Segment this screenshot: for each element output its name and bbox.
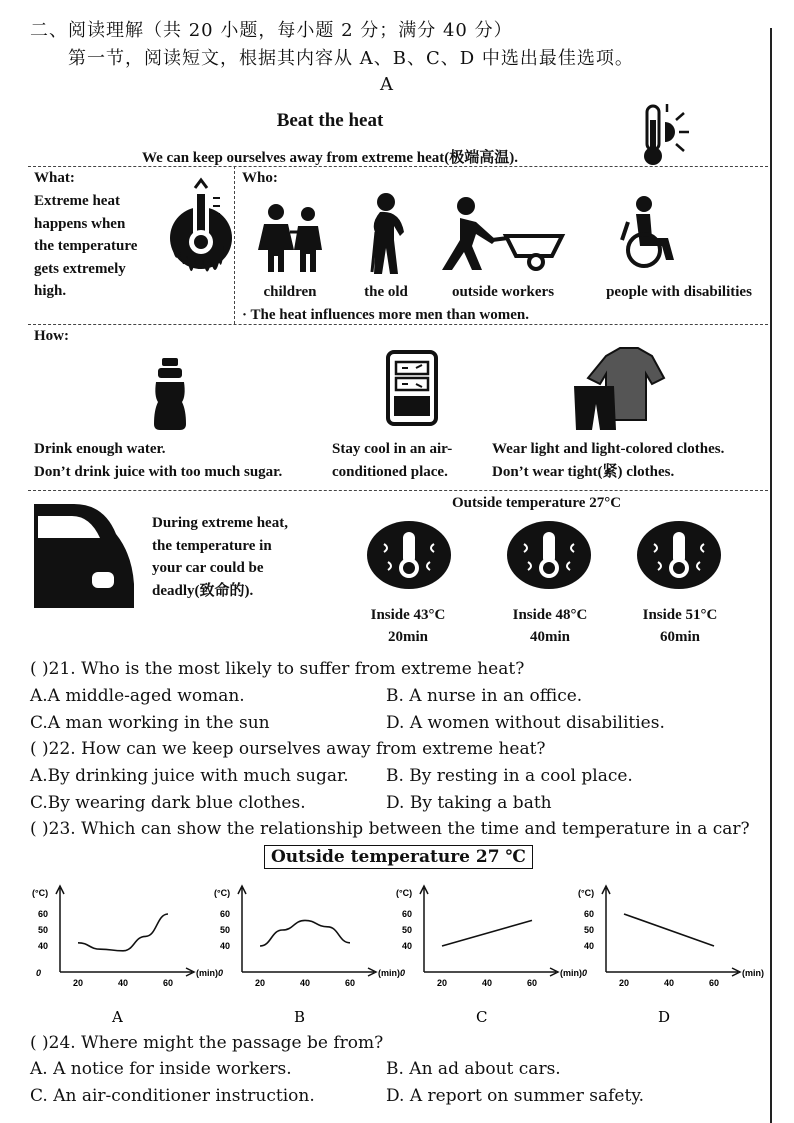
car-line: During extreme heat,	[152, 515, 288, 531]
poster-subtitle: We can keep ourselves away from extreme heat(极端高温).	[141, 150, 519, 166]
question-22: ( )22. How can we keep ourselves away from extreme heat?	[30, 739, 546, 759]
q24-option-d: D. A report on summer safety.	[386, 1086, 645, 1106]
who-label: Who:	[242, 170, 278, 186]
chart-option-label: B	[294, 1008, 306, 1026]
reading-inside: Inside 51°C	[642, 607, 718, 623]
car-reading	[620, 604, 740, 648]
y-tick-label: 50	[584, 925, 595, 935]
reading-time: 60min	[659, 629, 700, 645]
clothes-icon	[568, 346, 668, 432]
q23-charts	[20, 880, 764, 1030]
outside-temperature-label: Outside temperature 27°C	[452, 495, 622, 511]
who-children: children	[263, 284, 317, 300]
tip-water	[34, 438, 282, 483]
chart-option-label: D	[658, 1008, 671, 1026]
melting-thermometer-icon	[168, 176, 234, 288]
q22-option-a: A.By drinking juice with much sugar.	[30, 766, 349, 786]
tip-line: conditioned place.	[332, 463, 448, 480]
x-axis-label: (min)	[560, 968, 582, 978]
q24-option-c: C. An air-conditioner instruction.	[30, 1086, 315, 1106]
y-axis-label: (°C)	[214, 888, 231, 898]
x-tick-label: 40	[300, 978, 311, 988]
reading-time: 20min	[387, 629, 428, 645]
q23-chart-title: Outside temperature 27 ℃	[264, 845, 533, 869]
x-axis-label: (min)	[196, 968, 218, 978]
q21-option-c: C.A man working in the sun	[30, 713, 270, 733]
tip-line: Don’t drink juice with too much sugar.	[34, 463, 283, 480]
hot-thermometer-icon	[506, 520, 592, 590]
car-reading	[348, 604, 468, 648]
wheelchair-user-icon	[618, 196, 680, 272]
elderly-person-icon	[366, 192, 422, 274]
what-line: gets extremely	[34, 260, 126, 277]
x-tick-label: 20	[619, 978, 630, 988]
page-border-line	[770, 28, 772, 1123]
x-tick-label: 60	[527, 978, 538, 988]
q22-option-c: C.By wearing dark blue clothes.	[30, 793, 306, 813]
q22-option-d: D. By taking a bath	[386, 793, 552, 813]
car-line: the temperature in	[152, 537, 272, 554]
what-line: high.	[34, 283, 67, 299]
x-axis-label: (min)	[742, 968, 764, 978]
chart-option-label: A	[112, 1008, 123, 1026]
q24-option-a: A. A notice for inside workers.	[30, 1059, 292, 1079]
tip-clothes	[492, 438, 724, 483]
divider	[234, 166, 235, 324]
x-tick-label: 60	[163, 978, 174, 988]
who-disabilities: people with disabilities	[606, 284, 752, 300]
y-tick-label: 60	[38, 909, 49, 919]
section-instructions: 第一节，阅读短文，根据其内容从 A、B、C、D 中选出最佳选项。	[68, 48, 634, 69]
children-icon	[256, 202, 330, 274]
outside-worker-icon	[436, 196, 570, 272]
y-tick-label: 40	[584, 941, 595, 951]
car-text	[152, 512, 288, 602]
series-line	[442, 920, 532, 946]
reading-time: 40min	[529, 629, 570, 645]
y-tick-label: 60	[402, 909, 413, 919]
reading-inside: Inside 48°C	[512, 607, 588, 623]
car-reading	[490, 604, 610, 648]
y-tick-label: 50	[220, 925, 231, 935]
x-tick-label: 60	[709, 978, 720, 988]
y-tick-label: 40	[38, 941, 49, 951]
x-tick-label: 40	[482, 978, 493, 988]
y-tick-label: 60	[220, 909, 231, 919]
origin-label: 0	[36, 968, 42, 978]
section-title: 二、阅读理解（共 20 小题，每小题 2 分；满分 40 分）	[30, 20, 513, 41]
series-line	[624, 914, 714, 946]
tip-line: Don’t wear tight(紧) clothes.	[492, 463, 675, 480]
divider	[28, 166, 768, 167]
chart-option-label: C	[476, 1008, 488, 1026]
q24-option-b: B. An ad about cars.	[386, 1059, 561, 1079]
hot-thermometer-icon	[636, 520, 722, 590]
y-tick-label: 50	[38, 925, 49, 935]
car-line: deadly(致命的).	[152, 582, 254, 599]
question-24: ( )24. Where might the passage be from?	[30, 1033, 384, 1053]
car-icon	[34, 500, 142, 610]
what-line: happens when	[34, 215, 126, 232]
series-line	[260, 920, 350, 946]
y-tick-label: 50	[402, 925, 413, 935]
x-tick-label: 20	[73, 978, 84, 988]
x-tick-label: 20	[255, 978, 266, 988]
car-line: your car could be	[152, 560, 264, 576]
passage-letter: A	[380, 74, 393, 95]
tip-line: Drink enough water.	[34, 441, 166, 457]
what-text	[34, 190, 184, 303]
x-tick-label: 40	[118, 978, 129, 988]
y-tick-label: 60	[584, 909, 595, 919]
poster	[28, 100, 768, 650]
what-line: the temperature	[34, 238, 138, 254]
poster-title: Beat the heat	[276, 110, 384, 131]
tip-line: Wear light and light-colored clothes.	[492, 441, 725, 457]
y-axis-label: (°C)	[396, 888, 413, 898]
tip-air-conditioned	[332, 438, 452, 483]
q22-option-b: B. By resting in a cool place.	[386, 766, 633, 786]
what-line: Extreme heat	[34, 193, 120, 209]
question-21: ( )21. Who is the most likely to suffer from extreme heat?	[30, 659, 525, 679]
series-line	[78, 914, 168, 951]
origin-label: 0	[218, 968, 224, 978]
divider	[28, 490, 768, 491]
x-axis-label: (min)	[378, 968, 400, 978]
origin-label: 0	[582, 968, 588, 978]
question-23: ( )23. Which can show the relationship between the time and temperature in a car?	[30, 819, 750, 839]
water-bottle-icon	[152, 358, 188, 430]
who-note: · The heat influences more men than women.	[242, 307, 529, 323]
q21-option-b: B. A nurse in an office.	[386, 686, 583, 706]
reading-inside: Inside 43°C	[370, 607, 446, 623]
y-axis-label: (°C)	[32, 888, 49, 898]
who-outside-workers: outside workers	[451, 284, 555, 300]
q21-option-a: A.A middle-aged woman.	[30, 686, 245, 706]
air-conditioner-icon	[386, 350, 438, 426]
thermometer-sun-icon	[633, 100, 703, 168]
x-tick-label: 60	[345, 978, 356, 988]
x-tick-label: 40	[664, 978, 675, 988]
who-the-old: the old	[364, 284, 408, 300]
hot-thermometer-icon	[366, 520, 452, 590]
what-label: What:	[34, 170, 75, 186]
y-axis-label: (°C)	[578, 888, 595, 898]
q21-option-d: D. A women without disabilities.	[386, 713, 665, 733]
y-tick-label: 40	[402, 941, 413, 951]
how-label: How:	[34, 328, 69, 344]
tip-line: Stay cool in an air-	[332, 441, 453, 457]
x-tick-label: 20	[437, 978, 448, 988]
origin-label: 0	[400, 968, 406, 978]
y-tick-label: 40	[220, 941, 231, 951]
